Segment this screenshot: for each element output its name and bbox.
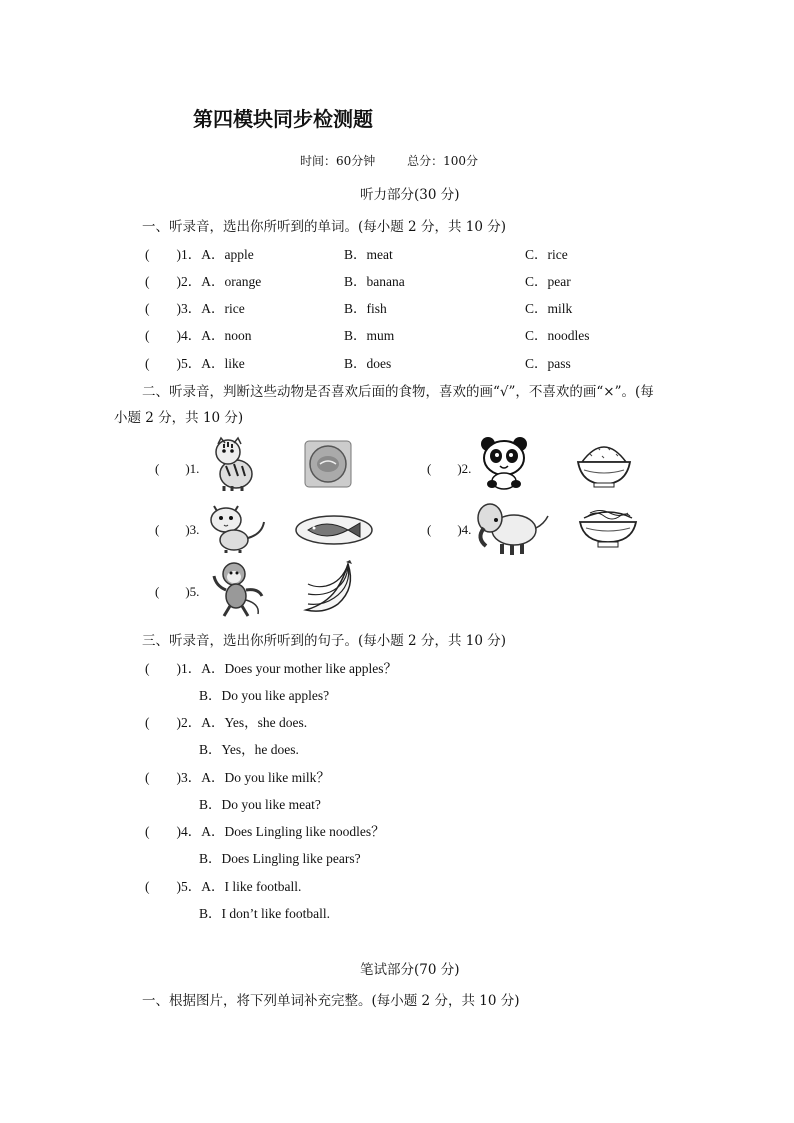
p1-q5-b: B．does (344, 356, 392, 371)
monkey-icon (212, 560, 268, 618)
p3-q4-a: ( )4．A．Does Lingling like noodles？ (145, 824, 385, 839)
p1-q2-c: C．pear (525, 274, 571, 289)
p3-q1-a: ( )1．A．Does your mother like apples？ (145, 661, 397, 676)
total-score: 总分：100分 (407, 154, 479, 168)
cat-icon (204, 500, 268, 554)
p3-q5-a: ( )5．A．I like football. (145, 879, 302, 894)
p1-q4-a: ( )4．A．noon (145, 328, 252, 343)
p2-q3-label: ( )3. (155, 522, 200, 537)
p1-q5-a: ( )5．A．like (145, 356, 245, 371)
rice-bowl-icon (574, 436, 634, 490)
p1-q1-b: B．meat (344, 247, 393, 262)
p2-q1-label: ( )1. (155, 461, 200, 476)
p3-instruction: 三、听录音，选出你所听到的句子。(每小题 2 分，共 10 分) (142, 633, 506, 649)
p2-q4-label: ( )4. (427, 522, 472, 537)
p3-q3-b: B．Do you like meat? (199, 797, 321, 812)
p3-q3-a: ( )3．A．Do you like milk？ (145, 770, 330, 785)
p1-q2-a: ( )2．A．orange (145, 274, 262, 289)
writing-header: 笔试部分(70 分) (360, 962, 460, 978)
p1-q3-a: ( )3．A．rice (145, 301, 245, 316)
p1-q5-c: C．pass (525, 356, 571, 371)
elephant-icon (474, 498, 550, 556)
p1-q4-c: C．noodles (525, 328, 590, 343)
writing-p1-instruction: 一、根据图片，将下列单词补充完整。(每小题 2 分，共 10 分) (142, 993, 520, 1009)
tiger-icon (210, 436, 258, 492)
p1-q3-c: C．milk (525, 301, 573, 316)
p3-q1-b: B．Do you like apples? (199, 688, 330, 703)
p2-instruction-line2: 小题 2 分，共 10 分) (114, 410, 244, 426)
p1-instruction: 一、听录音，选出你所听到的单词。(每小题 2 分，共 10 分) (142, 219, 506, 235)
p1-q2-b: B．banana (344, 274, 405, 289)
listening-header: 听力部分(30 分) (360, 187, 460, 203)
bananas-icon (302, 558, 360, 616)
p1-q4-b: B．mum (344, 328, 395, 343)
exam-meta (300, 152, 506, 169)
fish-icon (294, 512, 374, 546)
panda-icon (478, 436, 530, 490)
p2-q5-label: ( )5. (155, 584, 200, 599)
p3-q2-b: B．Yes，he does. (199, 742, 299, 757)
p1-q1-a: ( )1．A．apple (145, 247, 254, 262)
p3-q2-a: ( )2．A．Yes，she does. (145, 715, 308, 730)
plate-icon (304, 440, 352, 488)
p2-instruction-line1: 二、听录音，判断这些动物是否喜欢后面的食物，喜欢的画“√”，不喜欢的画“×”。(每 (142, 384, 654, 400)
p1-q1-c: C．rice (525, 247, 568, 262)
p3-q4-b: B．Does Lingling like pears? (199, 851, 361, 866)
noodles-icon (578, 504, 638, 550)
p1-q3-b: B．fish (344, 301, 387, 316)
p2-q2-label: ( )2. (427, 461, 472, 476)
page-title: 第四模块同步检测题 (193, 107, 373, 131)
time-limit: 时间：60分钟 (300, 154, 376, 168)
p3-q5-b: B．I don’t like football. (199, 906, 330, 921)
